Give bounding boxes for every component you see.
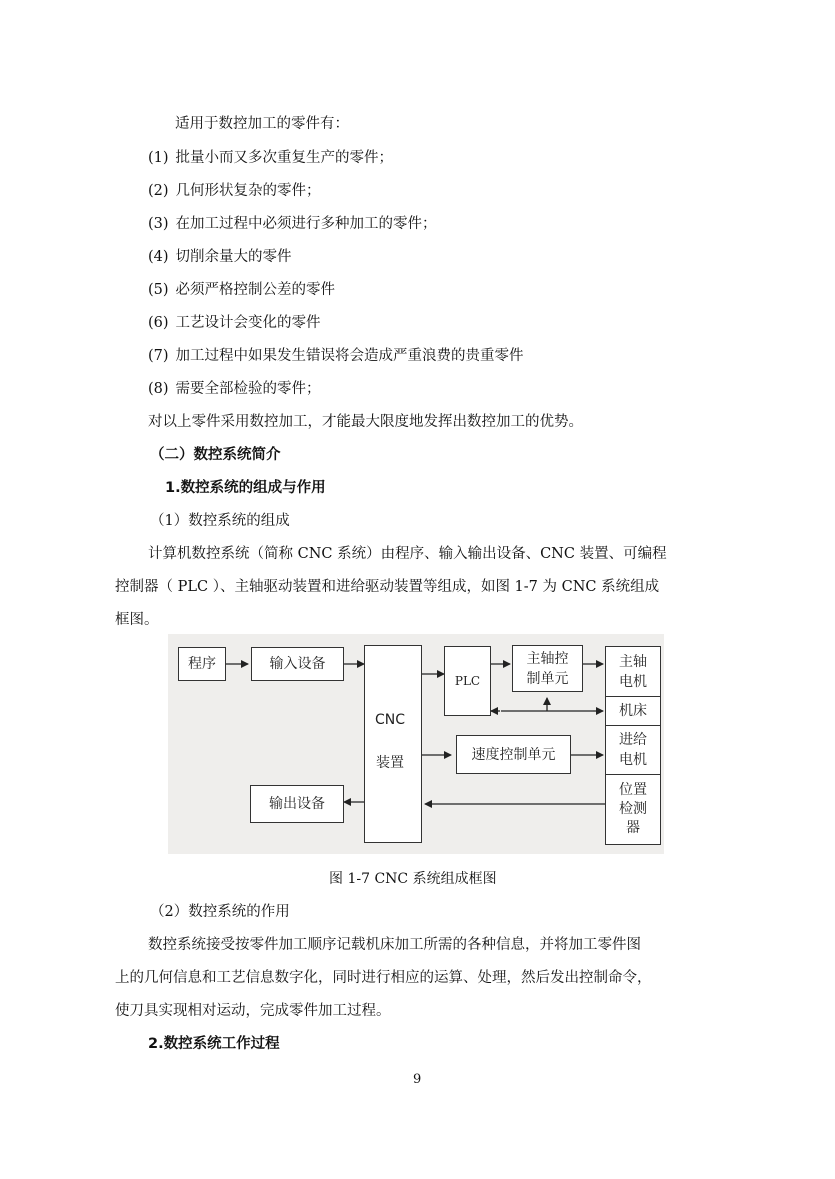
list-item xyxy=(148,379,321,399)
list-item xyxy=(148,346,524,366)
list-item xyxy=(148,313,321,333)
list-item xyxy=(148,280,335,300)
spindle-control-unit-box xyxy=(512,645,583,692)
list-item xyxy=(148,247,292,267)
spindle-motor-label-line1: 主轴 xyxy=(619,653,647,670)
paragraph-line: 框图。 xyxy=(115,612,159,628)
input-device-box xyxy=(251,647,344,681)
input-device-label: 输入设备 xyxy=(269,656,326,672)
paragraph-line: 控制器（ PLC ）、主轴驱动装置和进给驱动装置等组成，如图 1-7 为 CNC 系统组成 xyxy=(115,579,660,595)
conclusion-line: 对以上零件采用数控加工，才能最大限度地发挥出数控加工的优势。 xyxy=(148,414,583,430)
output-device-box xyxy=(250,785,344,823)
cnc-block-diagram xyxy=(168,634,664,854)
item-number: (5) xyxy=(148,282,169,298)
item-number: (4) xyxy=(148,249,169,265)
spindle-motor-box xyxy=(605,646,661,697)
plc-box xyxy=(444,646,491,716)
item-number: (3) xyxy=(148,216,169,232)
item-text: 切削余量大的零件 xyxy=(175,249,292,265)
item-text: 批量小而又多次重复生产的零件； xyxy=(175,150,394,166)
item-number: (7) xyxy=(148,348,169,364)
list-item xyxy=(148,214,437,234)
spindle-control-label-line2: 制单元 xyxy=(526,670,569,687)
machine-tool-box xyxy=(605,696,661,726)
feed-motor-label-line2: 电机 xyxy=(619,752,647,768)
sub-heading: （2）数控系统的作用 xyxy=(150,904,290,920)
cnc-label: CNC xyxy=(375,712,406,728)
machine-tool-label: 机床 xyxy=(619,703,647,719)
item-text: 在加工过程中必须进行多种加工的零件； xyxy=(175,216,437,232)
figure-caption: 图 1-7 CNC 系统组成框图 xyxy=(329,871,497,887)
item-number: (2) xyxy=(148,183,169,199)
paragraph-line: 计算机数控系统（简称 CNC 系统）由程序、输入输出设备、CNC 装置、可编程 xyxy=(148,546,667,562)
paragraph-line: 使刀具实现相对运动，完成零件加工过程。 xyxy=(115,1003,391,1019)
spindle-motor-label-line2: 电机 xyxy=(619,673,647,690)
position-detector-label-line2: 检测 xyxy=(619,801,647,817)
position-detector-label-line1: 位置 xyxy=(619,782,647,798)
subsection-title: 1.数控系统的组成与作用 xyxy=(165,480,326,496)
section-title: （二）数控系统简介 xyxy=(150,447,281,463)
page-number: 9 xyxy=(413,1072,422,1087)
list-item xyxy=(148,148,393,168)
sub-heading: （1）数控系统的组成 xyxy=(150,513,290,529)
subsection-title: 2.数控系统工作过程 xyxy=(148,1036,280,1052)
position-detector-label-line3: 器 xyxy=(626,820,640,836)
cnc-device-box xyxy=(364,645,422,843)
speed-control-label: 速度控制单元 xyxy=(471,746,556,763)
item-number: (8) xyxy=(148,381,169,397)
item-text: 需要全部检验的零件； xyxy=(175,381,321,397)
item-text: 几何形状复杂的零件； xyxy=(175,183,321,199)
list-item xyxy=(148,181,321,201)
cnc-device-label: 装置 xyxy=(376,755,404,771)
item-text: 工艺设计会变化的零件 xyxy=(175,315,321,331)
feed-motor-label-line1: 进给 xyxy=(619,732,647,748)
program-box xyxy=(178,647,226,681)
feed-motor-box xyxy=(605,725,661,775)
item-number: (6) xyxy=(148,315,169,331)
paragraph-line: 上的几何信息和工艺信息数字化，同时进行相应的运算、处理，然后发出控制命令， xyxy=(115,970,652,986)
item-number: (1) xyxy=(148,150,169,166)
item-text: 加工过程中如果发生错误将会造成严重浪费的贵重零件 xyxy=(175,348,524,364)
paragraph-line: 数控系统接受按零件加工顺序记载机床加工所需的各种信息，并将加工零件图 xyxy=(148,937,641,953)
plc-label: PLC xyxy=(454,674,481,688)
spindle-control-label-line1: 主轴控 xyxy=(526,650,569,667)
intro-line: 适用于数控加工的零件有： xyxy=(175,116,349,132)
speed-control-unit-box xyxy=(456,735,571,774)
position-detector-box xyxy=(605,774,661,845)
item-text: 必须严格控制公差的零件 xyxy=(175,282,336,298)
program-label: 程序 xyxy=(188,656,216,672)
output-device-label: 输出设备 xyxy=(269,796,325,812)
